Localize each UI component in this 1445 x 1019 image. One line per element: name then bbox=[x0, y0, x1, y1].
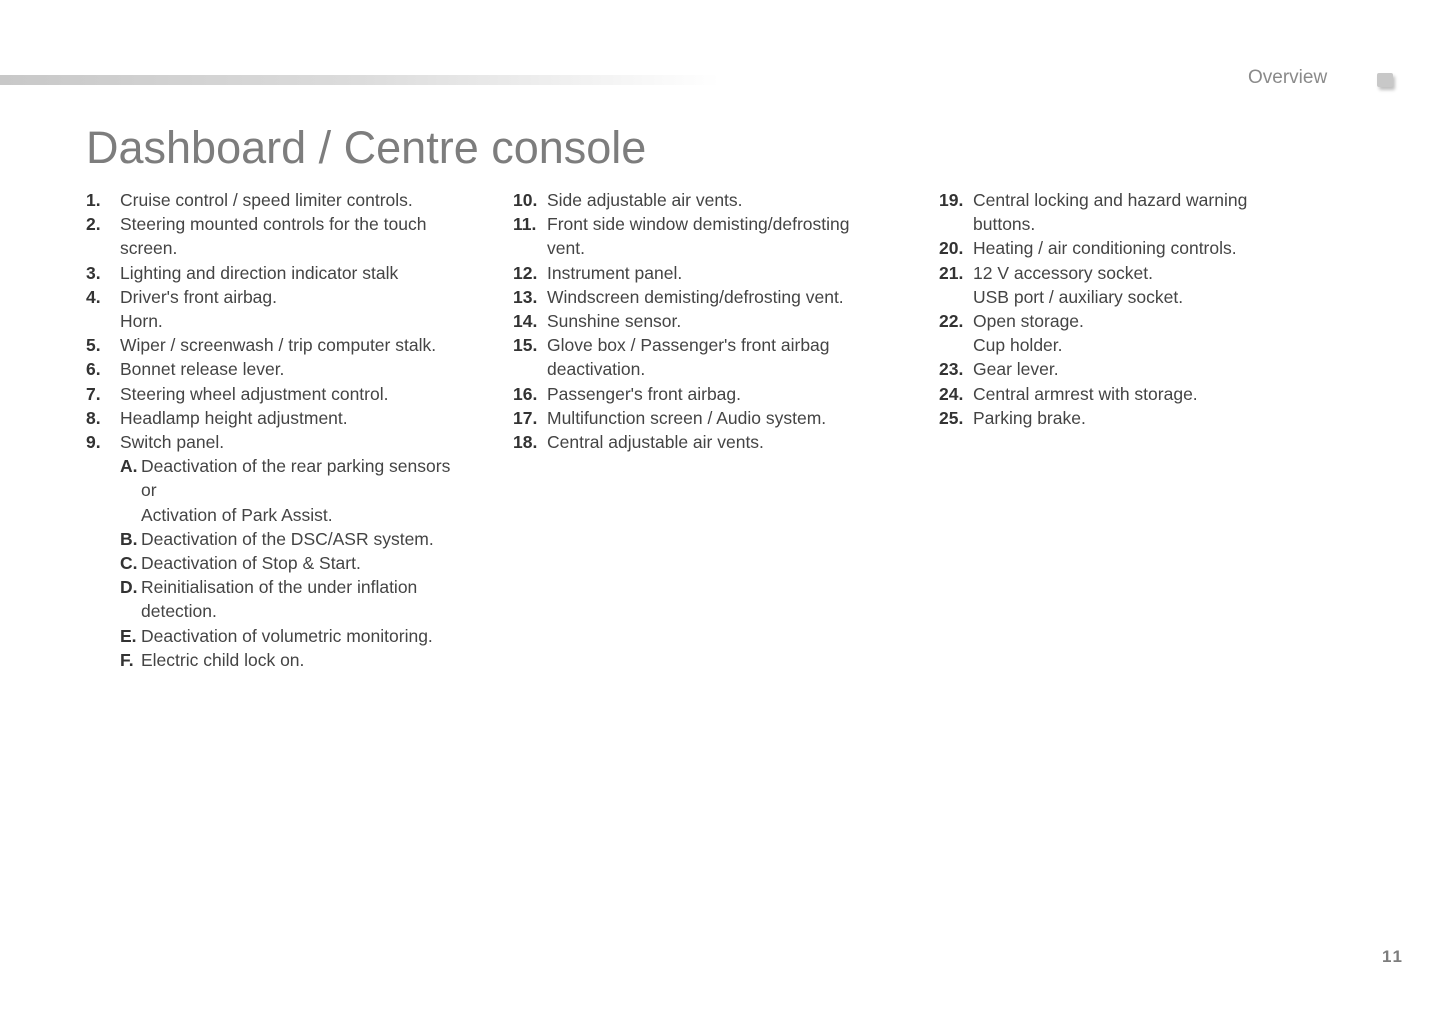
item-text bbox=[547, 261, 913, 285]
legend-item-3 bbox=[86, 261, 486, 285]
sub-text bbox=[141, 551, 361, 575]
legend-column-3 bbox=[939, 188, 1339, 430]
item-line: Cruise control / speed limiter controls. bbox=[120, 190, 413, 210]
item-text bbox=[120, 357, 486, 381]
legend-item-5 bbox=[86, 333, 486, 357]
item-text bbox=[973, 236, 1339, 260]
item-text bbox=[547, 285, 913, 309]
item-line: Glove box / Passenger's front airbag bbox=[547, 335, 830, 356]
sub-letter: E. bbox=[120, 625, 137, 646]
item-number: 4. bbox=[86, 286, 101, 307]
sub-letter: A. bbox=[120, 456, 138, 477]
legend-item-4 bbox=[86, 285, 486, 333]
item-number: 6. bbox=[86, 359, 101, 380]
item-number: 10. bbox=[513, 190, 538, 210]
item-number: 8. bbox=[86, 407, 101, 428]
item-number: 23. bbox=[939, 359, 964, 380]
sub-line: Reinitialisation of the under inflation bbox=[141, 577, 418, 598]
legend-item-16 bbox=[513, 382, 913, 406]
sub-line: Deactivation of Stop & Start. bbox=[141, 553, 361, 574]
sub-letter: F. bbox=[120, 649, 134, 670]
item-text bbox=[120, 382, 486, 406]
item-line: Front side window demisting/defrosting bbox=[547, 214, 850, 235]
item-line: Headlamp height adjustment. bbox=[120, 407, 348, 428]
header-gradient-bar bbox=[0, 75, 720, 85]
item-text bbox=[120, 188, 486, 212]
legend-item-9 bbox=[86, 430, 486, 672]
item-line: 12 V accessory socket. bbox=[973, 262, 1153, 283]
item-number: 5. bbox=[86, 335, 101, 356]
sub-letter: B. bbox=[120, 528, 138, 549]
item-number: 1. bbox=[86, 190, 101, 210]
item-line: Parking brake. bbox=[973, 407, 1086, 428]
item-number: 7. bbox=[86, 383, 101, 404]
item-text bbox=[973, 188, 1339, 236]
item-line: Multifunction screen / Audio system. bbox=[547, 407, 827, 428]
item-text bbox=[547, 333, 913, 381]
item-line: Side adjustable air vents. bbox=[547, 190, 743, 210]
item-text bbox=[973, 382, 1339, 406]
section-label: Overview bbox=[1248, 67, 1328, 88]
item-line: Passenger's front airbag. bbox=[547, 383, 742, 404]
item-number: 2. bbox=[86, 214, 101, 235]
sub-line: Deactivation of the rear parking sensors bbox=[141, 456, 451, 477]
item-number: 14. bbox=[513, 311, 538, 332]
legend-item-23 bbox=[939, 357, 1339, 381]
item-line: Gear lever. bbox=[973, 359, 1059, 380]
item-line: Windscreen demisting/defrosting vent. bbox=[547, 286, 844, 307]
item-text bbox=[547, 188, 913, 212]
sub-line: detection. bbox=[141, 601, 217, 622]
sub-letter: D. bbox=[120, 577, 138, 598]
item-text bbox=[973, 261, 1339, 309]
sub-text bbox=[141, 648, 304, 672]
item-line: Instrument panel. bbox=[547, 262, 683, 283]
item-text bbox=[547, 430, 913, 454]
legend-column-2 bbox=[513, 188, 913, 454]
item-number: 19. bbox=[939, 190, 964, 210]
item-line: Lighting and direction indicator stalk bbox=[120, 262, 399, 283]
page-title: Dashboard / Centre console bbox=[86, 122, 647, 173]
legend-item-20 bbox=[939, 236, 1339, 260]
sub-text bbox=[141, 527, 434, 551]
sub-line: Deactivation of volumetric monitoring. bbox=[141, 625, 433, 646]
item-line: Open storage. bbox=[973, 311, 1084, 332]
item-line: screen. bbox=[120, 238, 178, 259]
legend-item-13 bbox=[513, 285, 913, 309]
legend-item-7 bbox=[86, 382, 486, 406]
legend-item-19 bbox=[939, 188, 1339, 236]
page-number: 11 bbox=[1382, 947, 1404, 966]
item-line: Switch panel. bbox=[120, 432, 225, 453]
legend-item-21 bbox=[939, 261, 1339, 309]
sub-text bbox=[141, 624, 433, 648]
legend-item-18 bbox=[513, 430, 913, 454]
item-line: Bonnet release lever. bbox=[120, 359, 285, 380]
item-line: Cup holder. bbox=[973, 335, 1063, 356]
sub-line: Activation of Park Assist. bbox=[141, 504, 333, 525]
item-line: Central locking and hazard warning bbox=[973, 190, 1248, 210]
item-line: buttons. bbox=[973, 214, 1036, 235]
item-line: Driver's front airbag. bbox=[120, 286, 278, 307]
legend-item-22 bbox=[939, 309, 1339, 357]
section-tab-icon bbox=[1377, 73, 1393, 87]
switch-panel-item-d bbox=[120, 575, 486, 623]
legend-item-10 bbox=[513, 188, 913, 212]
item-line: deactivation. bbox=[547, 359, 646, 380]
item-number: 15. bbox=[513, 335, 538, 356]
item-text bbox=[973, 406, 1339, 430]
item-text bbox=[973, 309, 1339, 357]
item-text bbox=[120, 212, 486, 260]
item-text bbox=[547, 406, 913, 430]
item-text bbox=[120, 406, 486, 430]
legend-item-8 bbox=[86, 406, 486, 430]
item-number: 22. bbox=[939, 311, 964, 332]
item-number: 24. bbox=[939, 383, 964, 404]
switch-panel-item-f bbox=[120, 648, 486, 672]
item-text bbox=[120, 333, 486, 357]
legend-item-2 bbox=[86, 212, 486, 260]
legend-item-12 bbox=[513, 261, 913, 285]
switch-panel-item-e bbox=[120, 624, 486, 648]
switch-panel-item-b bbox=[120, 527, 486, 551]
item-text bbox=[973, 357, 1339, 381]
item-number: 11. bbox=[513, 214, 537, 235]
legend-item-25 bbox=[939, 406, 1339, 430]
legend-item-11 bbox=[513, 212, 913, 260]
legend-item-14 bbox=[513, 309, 913, 333]
legend-item-15 bbox=[513, 333, 913, 381]
item-text bbox=[120, 285, 486, 333]
item-number: 18. bbox=[513, 432, 538, 453]
sub-line: Deactivation of the DSC/ASR system. bbox=[141, 528, 434, 549]
item-line: Horn. bbox=[120, 311, 163, 332]
legend-item-24 bbox=[939, 382, 1339, 406]
sub-line: or bbox=[141, 480, 157, 501]
item-number: 20. bbox=[939, 238, 964, 259]
item-text bbox=[120, 430, 486, 672]
item-line: Wiper / screenwash / trip computer stalk. bbox=[120, 335, 437, 356]
item-number: 21. bbox=[939, 262, 964, 283]
switch-panel-item-a bbox=[120, 454, 486, 527]
item-line: Heating / air conditioning controls. bbox=[973, 238, 1237, 259]
item-text bbox=[547, 212, 913, 260]
item-text bbox=[547, 382, 913, 406]
item-number: 25. bbox=[939, 407, 964, 428]
item-line: Central adjustable air vents. bbox=[547, 432, 764, 453]
legend-item-1 bbox=[86, 188, 486, 212]
legend-item-17 bbox=[513, 406, 913, 430]
sub-line: Electric child lock on. bbox=[141, 649, 305, 670]
item-line: Central armrest with storage. bbox=[973, 383, 1198, 404]
switch-panel-item-c bbox=[120, 551, 486, 575]
legend-item-6 bbox=[86, 357, 486, 381]
item-line: Steering mounted controls for the touch bbox=[120, 214, 427, 235]
sub-text bbox=[141, 454, 450, 527]
item-line: Sunshine sensor. bbox=[547, 311, 682, 332]
item-number: 13. bbox=[513, 286, 538, 307]
item-number: 3. bbox=[86, 262, 101, 283]
item-line: Steering wheel adjustment control. bbox=[120, 383, 389, 404]
item-line: USB port / auxiliary socket. bbox=[973, 286, 1184, 307]
item-line: vent. bbox=[547, 238, 585, 259]
item-text bbox=[547, 309, 913, 333]
item-text bbox=[120, 261, 486, 285]
legend-column-1 bbox=[86, 188, 486, 672]
item-number: 12. bbox=[513, 262, 538, 283]
sub-text bbox=[141, 575, 417, 623]
sub-letter: C. bbox=[120, 553, 138, 574]
item-number: 9. bbox=[86, 432, 101, 453]
item-number: 16. bbox=[513, 383, 538, 404]
item-number: 17. bbox=[513, 407, 538, 428]
